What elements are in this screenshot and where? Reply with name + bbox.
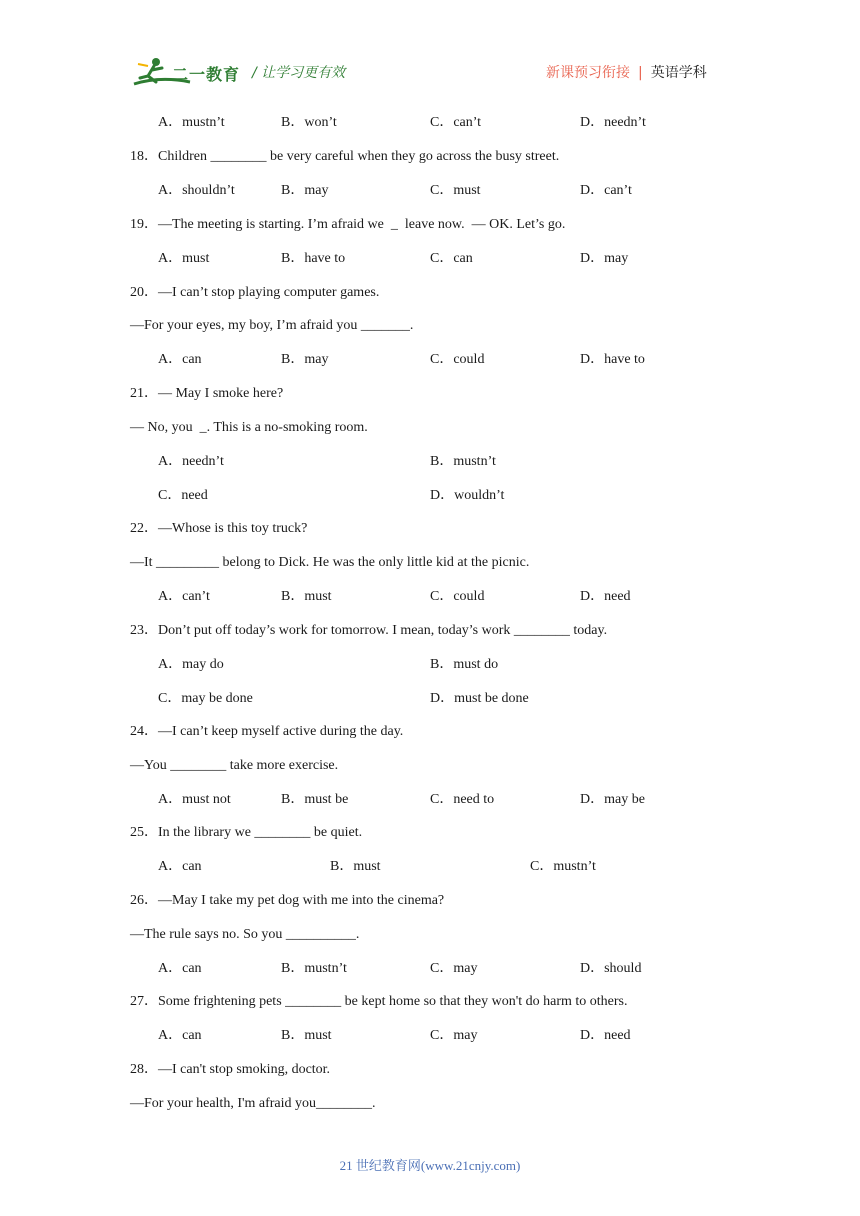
option-a: A．mustn’t — [158, 115, 225, 130]
question-28: 28．—I can't stop smoking, doctor. — [130, 1062, 331, 1077]
slogan: / 让学习更有效 — [252, 65, 346, 81]
page-header — [0, 0, 860, 100]
option-a: A．may do — [158, 657, 224, 672]
option-d: D．need — [580, 589, 631, 604]
option-a: A．can — [158, 961, 202, 976]
option-b: B．mustn’t — [281, 961, 347, 976]
option-c: C．may — [430, 961, 478, 976]
logo-text: 二一教育 — [172, 65, 241, 84]
option-b: B．mustn’t — [430, 454, 496, 469]
option-d: D．wouldn’t — [430, 488, 505, 503]
option-b: B．must do — [430, 657, 499, 672]
question-21-reply: — No, you _. This is a no-smoking room. — [130, 420, 368, 435]
question-19: 19．—The meeting is starting. I’m afraid we _ leave now. — OK. Let’s go. — [130, 217, 566, 232]
option-d: D．have to — [580, 352, 645, 367]
option-a: A．can — [158, 352, 202, 367]
option-d: D．should — [580, 961, 642, 976]
option-a: A．needn’t — [158, 454, 224, 469]
option-d: D．need — [580, 1028, 631, 1043]
option-a: A．must not — [158, 792, 231, 807]
option-a: A．can’t — [158, 589, 210, 604]
option-a: A．can — [158, 1028, 202, 1043]
question-20: 20．—I can’t stop playing computer games. — [130, 285, 380, 300]
option-c: C．may be done — [158, 691, 253, 706]
course-subtitle: 新课预习衔接 — [546, 65, 630, 81]
header-separator: | — [638, 65, 643, 81]
option-b: B．may — [281, 352, 329, 367]
option-c: C．may — [430, 1028, 478, 1043]
option-d: D．must be done — [430, 691, 529, 706]
question-24: 24．—I can’t keep myself active during the day. — [130, 724, 404, 739]
question-24-reply: —You ________ take more exercise. — [130, 758, 339, 773]
option-a: A．can — [158, 859, 202, 874]
option-c: C．can’t — [430, 115, 482, 130]
option-c: C．could — [430, 589, 485, 604]
question-22-reply: —It _________ belong to Dick. He was the only little kid at the picnic. — [130, 555, 530, 570]
header-right — [546, 62, 707, 82]
question-26: 26．—May I take my pet dog with me into the cinema? — [130, 893, 445, 908]
option-c: C．can — [430, 251, 473, 266]
option-c: C．need — [158, 488, 208, 503]
question-28-reply: —For your health, I'm afraid you________. — [130, 1096, 376, 1111]
question-18: 18．Children ________ be very careful when they go across the busy street. — [130, 149, 560, 164]
option-b: B．may — [281, 183, 329, 198]
option-d: D．needn’t — [580, 115, 646, 130]
question-26-reply: —The rule says no. So you __________. — [130, 927, 360, 942]
question-20-reply: —For your eyes, my boy, I’m afraid you _______. — [130, 318, 414, 333]
question-27: 27．Some frightening pets ________ be kept home so that they won't do harm to others. — [130, 994, 628, 1009]
question-21: 21．— May I smoke here? — [130, 386, 284, 401]
option-b: B．must — [330, 859, 381, 874]
option-b: B．won’t — [281, 115, 337, 130]
option-d: D．may — [580, 251, 629, 266]
question-25: 25．In the library we ________ be quiet. — [130, 825, 363, 840]
option-c: C．must — [430, 183, 481, 198]
option-d: D．can’t — [580, 183, 632, 198]
option-a: A．must — [158, 251, 210, 266]
option-c: C．need to — [430, 792, 495, 807]
option-b: B．must — [281, 1028, 332, 1043]
option-c: C．could — [430, 352, 485, 367]
page-footer: 21 世纪教育网(www.21cnjy.com) — [339, 1158, 521, 1173]
option-d: D．may be — [580, 792, 645, 807]
option-b: B．must — [281, 589, 332, 604]
option-a: A．shouldn’t — [158, 183, 235, 198]
option-b: B．have to — [281, 251, 346, 266]
question-23: 23．Don’t put off today’s work for tomorrow. I mean, today’s work ________ today. — [130, 623, 608, 638]
option-b: B．must be — [281, 792, 349, 807]
subject-label: 英语学科 — [650, 65, 707, 81]
option-c: C．mustn’t — [530, 859, 596, 874]
question-22: 22．—Whose is this toy truck? — [130, 521, 308, 536]
